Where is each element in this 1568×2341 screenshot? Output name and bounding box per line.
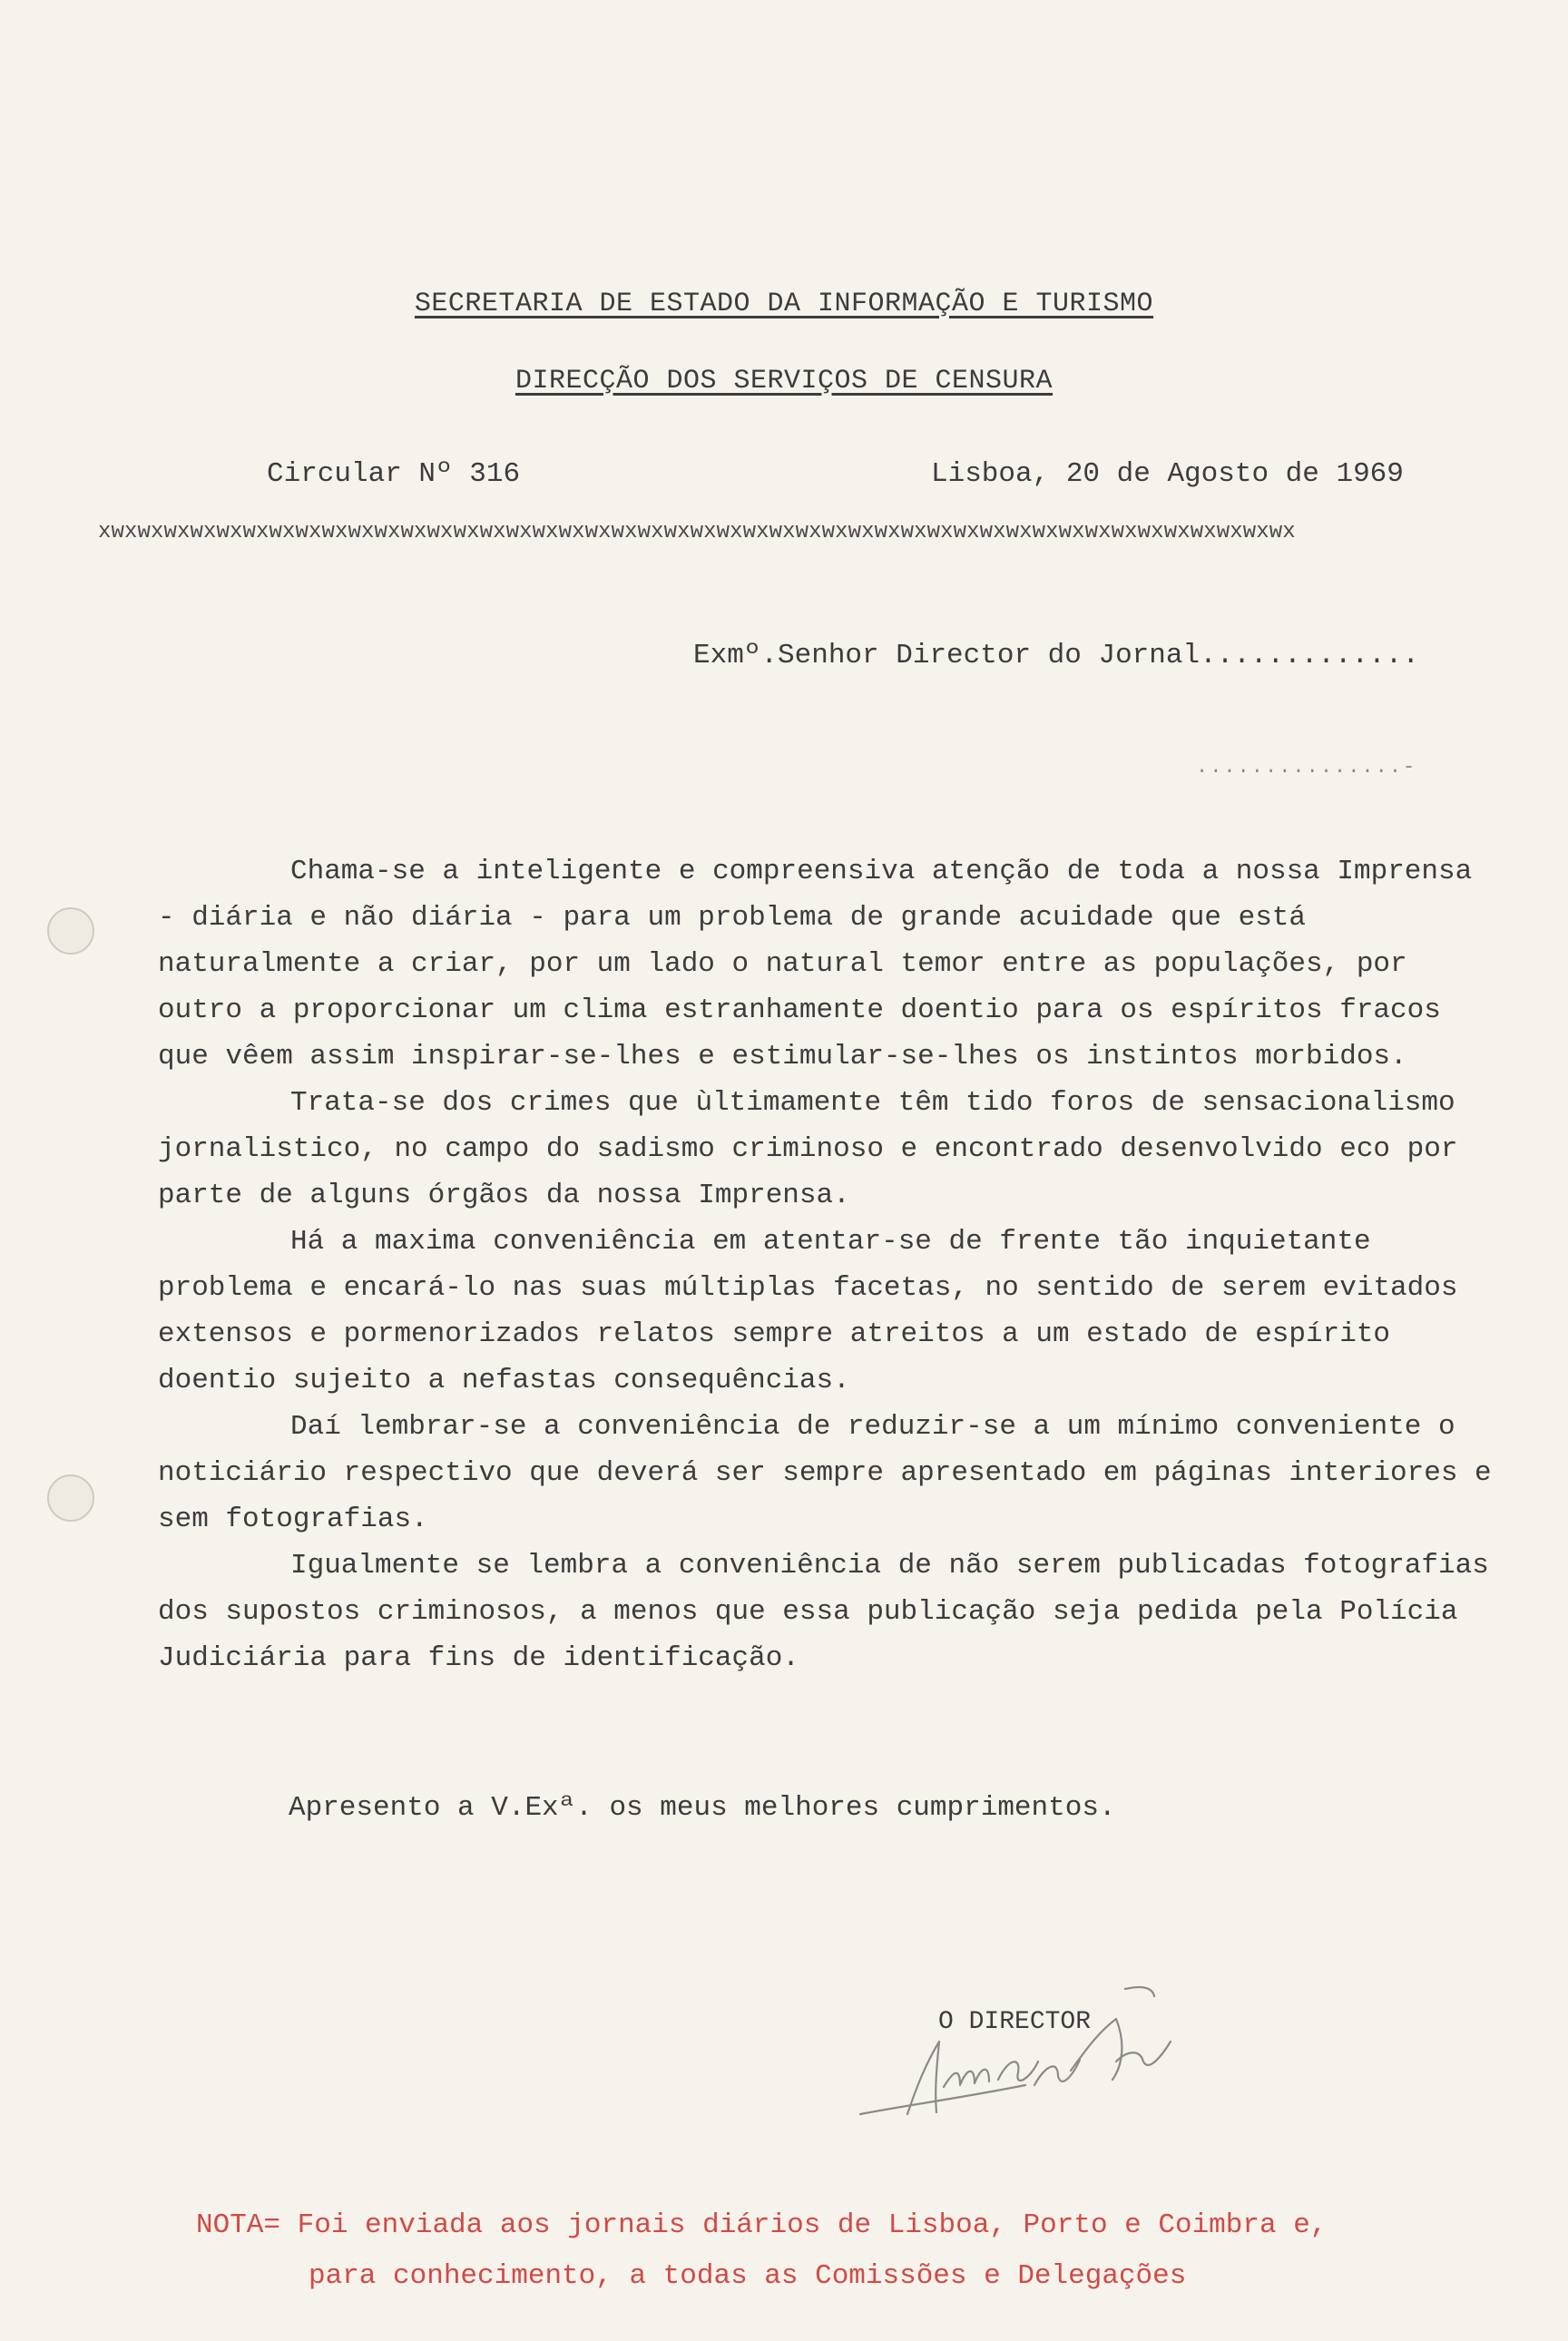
body-paragraph-2: Trata-se dos crimes que ùltimamente têm tido foros de sensacionalismo jornalistico, no campo do sadismo criminoso e encontrado desenvolvido eco por parte de alguns órgãos da nossa Imprensa. (158, 1087, 1458, 1211)
signatory-title: O DIRECTOR (938, 2008, 1092, 2036)
body-paragraph-1: Chama-se a inteligente e compreensiva atenção de toda a nossa Imprensa - diária e não diária - para um problema de grande acuidade que está naturalmente a criar, por um lado o natural temor entre as populações, por outro a proporcionar um clima estranhamente doentio para os espíritos fracos que vêem assim inspirar-se-lhes e estimular-se-lhes os instintos morbidos. (158, 856, 1473, 1073)
department-heading: DIRECÇÃO DOS SERVIÇOS DE CENSURA (514, 366, 1054, 397)
letter-body (158, 848, 1492, 1681)
letter-date: Lisboa, 20 de Agosto de 1969 (931, 458, 1404, 490)
red-note (196, 2200, 1503, 2302)
circular-number: Circular Nº 316 (267, 458, 521, 490)
ministry-heading: SECRETARIA DE ESTADO DA INFORMAÇÃO E TURISMO (414, 289, 1154, 319)
salutation: Exmº.Senhor Director do Jornal............. (693, 640, 1419, 671)
typed-separator-rule: xwxwxwxwxwxwxwxwxwxwxwxwxwxwxwxwxwxwxwxwxwxwxwxwxwxwxwxwxwxwxwxwxwxwxwxwxwxwxwxwxwxwxwxwxwx (98, 520, 1296, 544)
body-paragraph-5: Igualmente se lembra a conveniência de não serem publicadas fotografias dos supostos criminosos, a menos que essa publicação seja pedida pela Polícia Judiciária para fins de identificação. (158, 1550, 1489, 1674)
handwritten-signature (853, 1978, 1198, 2132)
body-paragraph-4: Daí lembrar-se a conveniência de reduzir-se a um mínimo conveniente o noticiário respectivo que deverá ser sempre apresentado em páginas interiores e sem fotografias. (158, 1411, 1492, 1535)
punch-hole-top (47, 907, 94, 955)
note-line-1: NOTA= Foi enviada aos jornais diários de Lisboa, Porto e Coimbra e, (196, 2209, 1328, 2241)
closing-remark: Apresento a V.Exª. os meus melhores cumprimentos. (289, 1792, 1116, 1824)
salutation-dotted-line: ...............- (1196, 756, 1417, 779)
body-paragraph-3: Há a maxima conveniência em atentar-se de frente tão inquietante problema e encará-lo nas suas múltiplas facetas, no sentido de serem evitados extensos e pormenorizados relatos sempre atreitos a um estado de espírito doentio sujeito a nefastas consequências. (158, 1226, 1458, 1396)
note-line-2: para conhecimento, a todas as Comissões e Delegações (309, 2260, 1187, 2292)
punch-hole-bottom (47, 1474, 94, 1522)
